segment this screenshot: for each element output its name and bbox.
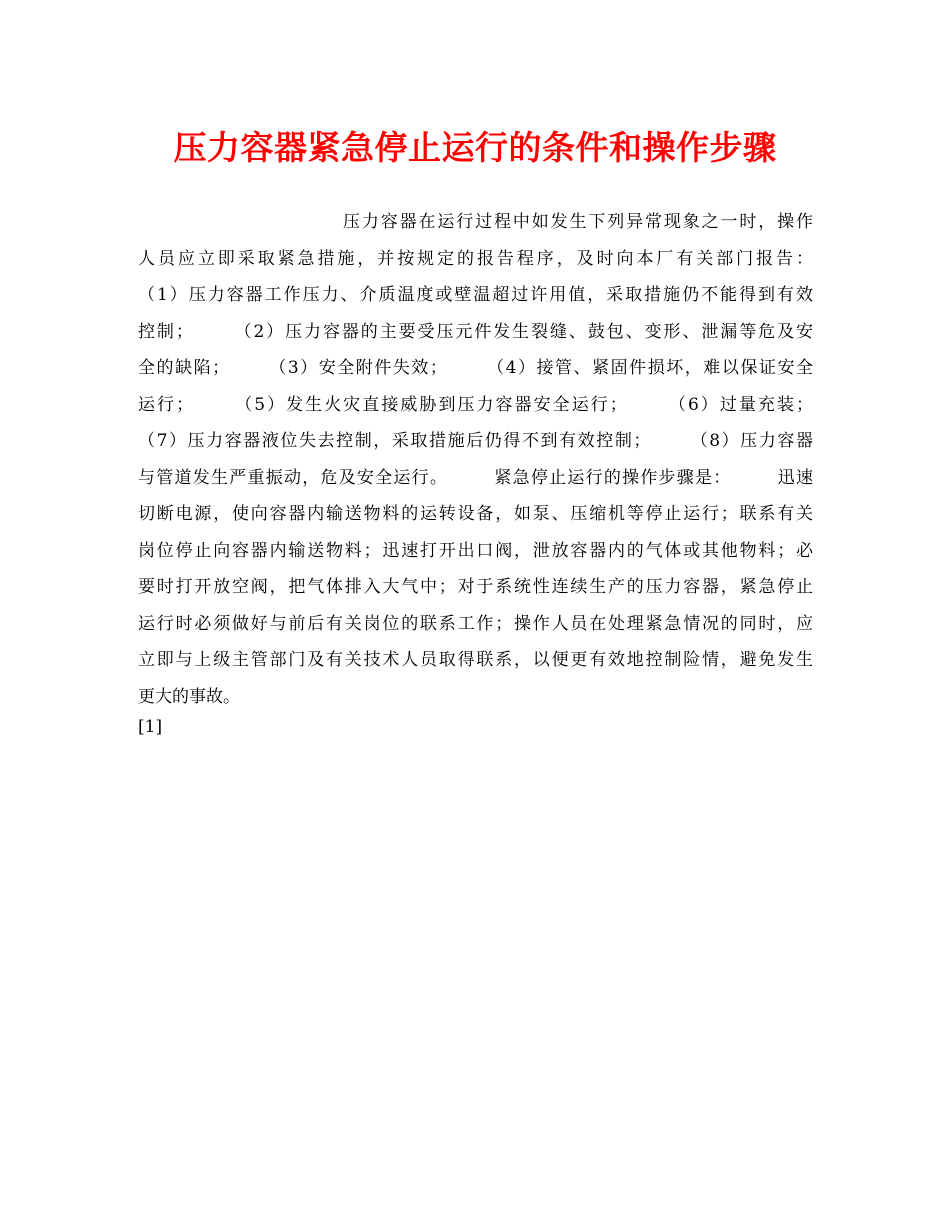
body-line: 切断电源，使向容器内输送物料的运转设备，如泵、压缩机等停止运行；联系有关 xyxy=(138,504,813,524)
body-line: 要时打开放空阀，把气体排入大气中；对于系统性连续生产的压力容器，紧急停止 xyxy=(138,577,813,597)
body-line: 运行； （5）发生火灾直接威胁到压力容器安全运行； （6）过量充装； xyxy=(138,394,813,415)
body-line: 控制； （2）压力容器的主要受压元件发生裂缝、鼓包、变形、泄漏等危及安 xyxy=(138,321,813,342)
document-title: 压力容器紧急停止运行的条件和操作步骤 xyxy=(173,128,777,167)
body-line: 全的缺陷； （3）安全附件失效； （4）接管、紧固件损坏，难以保证安全 xyxy=(138,358,813,378)
body-line: （7）压力容器液位失去控制，采取措施后仍得不到有效控制； （8）压力容器 xyxy=(138,431,813,451)
body-line: 岗位停止向容器内输送物料；迅速打开出口阀，泄放容器内的气体或其他物料；必 xyxy=(138,540,813,561)
body-line: 人员应立即采取紧急措施，并按规定的报告程序，及时向本厂有关部门报告： xyxy=(138,248,813,269)
body-line: 与管道发生严重振动，危及安全运行。 紧急停止运行的操作步骤是： 迅速 xyxy=(138,467,813,488)
body-line: 运行时必须做好与前后有关岗位的联系工作；操作人员在处理紧急情况的同时，应 xyxy=(138,613,813,634)
body-line: 压力容器在运行过程中如发生下列异常现象之一时，操作 xyxy=(343,212,813,232)
body-line: （1）压力容器工作压力、介质温度或壁温超过许用值，采取措施仍不能得到有效 xyxy=(138,285,813,305)
document-body xyxy=(138,204,813,715)
body-line: 更大的事故。 xyxy=(138,686,240,707)
reference-marker: [1] xyxy=(138,717,163,737)
body-line: 立即与上级主管部门及有关技术人员取得联系，以便更有效地控制险情，避免发生 xyxy=(138,650,813,670)
